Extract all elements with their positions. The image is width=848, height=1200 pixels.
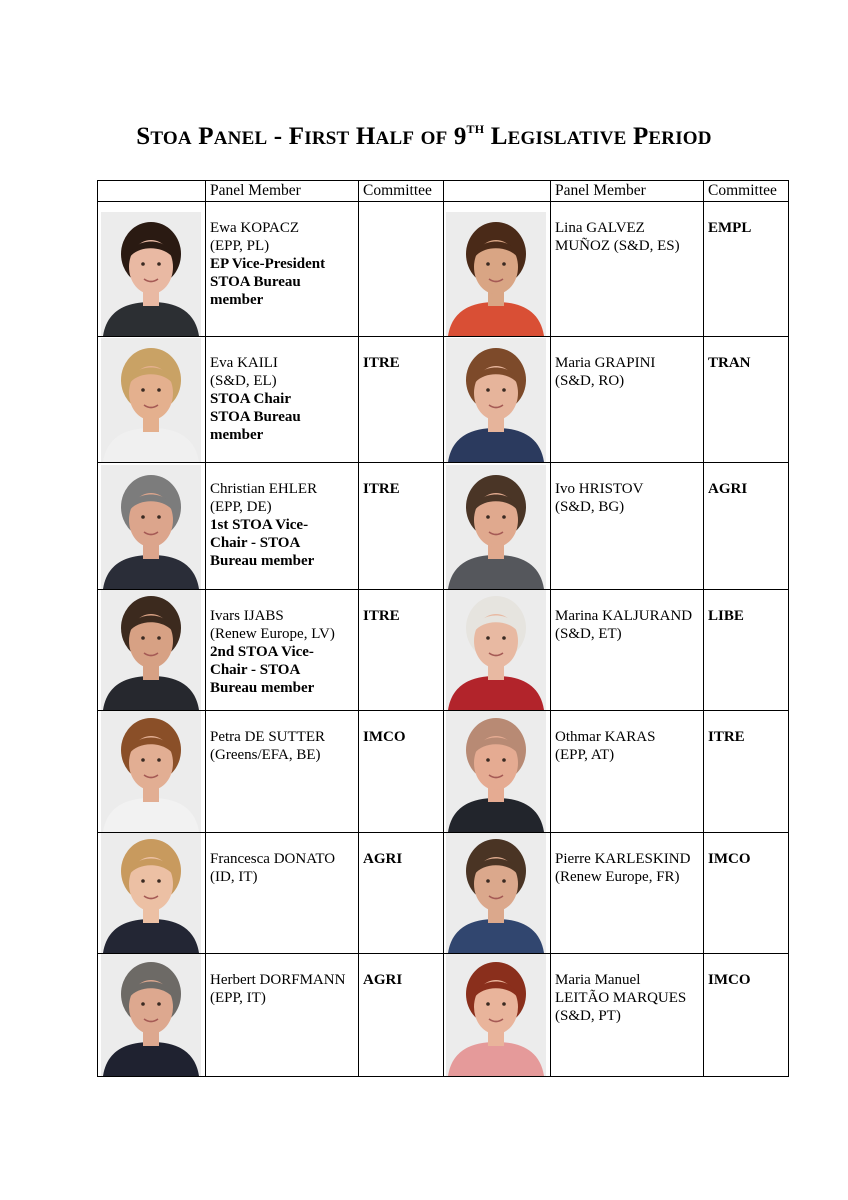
member-party: (EPP, IT) <box>210 990 266 1006</box>
member-committee: AGRI <box>359 954 444 1077</box>
table-row <box>98 590 789 711</box>
member-party: (S&D, RO) <box>555 373 625 389</box>
member-role: STOA Bureau <box>210 274 301 290</box>
member-photo-cell <box>98 590 206 711</box>
member-portrait <box>101 465 201 589</box>
member-portrait <box>446 465 546 589</box>
member-name: Christian EHLER <box>210 481 318 497</box>
member-photo-cell <box>98 711 206 833</box>
member-portrait <box>101 338 201 462</box>
member-portrait <box>101 711 201 833</box>
member-portrait <box>446 833 546 954</box>
member-photo-cell <box>444 590 551 711</box>
member-committee: ITRE <box>359 463 444 590</box>
member-name: Lina GALVEZ <box>555 220 645 236</box>
table-row <box>98 711 789 833</box>
member-name: Maria GRAPINI <box>555 355 656 371</box>
member-role: member <box>210 292 264 308</box>
member-info-cell <box>206 463 359 590</box>
member-party: MUÑOZ (S&D, ES) <box>555 238 680 254</box>
member-role: 2nd STOA Vice- <box>210 644 314 660</box>
member-committee: TRAN <box>704 337 789 463</box>
header-photo-left <box>98 181 206 202</box>
member-role: member <box>210 427 264 443</box>
member-committee: LIBE <box>704 590 789 711</box>
member-info-cell <box>206 711 359 833</box>
member-role: STOA Bureau <box>210 409 301 425</box>
member-name: Ivars IJABS <box>210 608 284 624</box>
member-party: (EPP, AT) <box>555 747 615 763</box>
member-photo-cell <box>98 337 206 463</box>
member-name: Eva KAILI <box>210 355 278 371</box>
member-name: Ewa KOPACZ <box>210 220 300 236</box>
member-name: Petra DE SUTTER <box>210 729 325 745</box>
member-committee: ITRE <box>359 337 444 463</box>
member-name: Maria Manuel <box>555 972 641 988</box>
member-committee: IMCO <box>704 833 789 954</box>
member-role: Chair - STOA <box>210 535 301 551</box>
table-row <box>98 954 789 1077</box>
member-photo-cell <box>444 202 551 337</box>
member-party: (S&D, BG) <box>555 499 625 515</box>
member-committee: AGRI <box>359 833 444 954</box>
member-photo-cell <box>98 833 206 954</box>
member-photo-cell <box>444 463 551 590</box>
member-portrait <box>446 338 546 462</box>
member-info-cell <box>551 711 704 833</box>
member-name: Francesca DONATO <box>210 851 336 867</box>
member-info-cell <box>206 202 359 337</box>
member-photo-cell <box>444 833 551 954</box>
header-committee-left: Committee <box>359 181 444 202</box>
member-info-cell <box>206 954 359 1077</box>
member-committee: IMCO <box>359 711 444 833</box>
member-committee: ITRE <box>704 711 789 833</box>
member-info-cell <box>551 954 704 1077</box>
member-info-cell <box>551 463 704 590</box>
header-panel-member-right: Panel Member <box>551 181 704 202</box>
member-portrait <box>101 954 201 1077</box>
member-party: (Renew Europe, FR) <box>555 869 680 885</box>
member-photo-cell <box>98 954 206 1077</box>
member-party: (S&D, EL) <box>210 373 277 389</box>
member-info-cell <box>551 833 704 954</box>
member-info-cell <box>551 337 704 463</box>
member-role: Chair - STOA <box>210 662 301 678</box>
table-row <box>98 202 789 337</box>
member-name: Othmar KARAS <box>555 729 656 745</box>
header-committee-right: Committee <box>704 181 789 202</box>
member-party: (S&D, ET) <box>555 626 622 642</box>
member-party: (Greens/EFA, BE) <box>210 747 321 763</box>
member-committee: ITRE <box>359 590 444 711</box>
table-row <box>98 833 789 954</box>
member-committee: AGRI <box>704 463 789 590</box>
member-photo-cell <box>444 954 551 1077</box>
stoa-panel-table <box>97 180 789 1077</box>
member-party: (Renew Europe, LV) <box>210 626 335 642</box>
member-role: Bureau member <box>210 553 315 569</box>
member-portrait <box>101 590 201 711</box>
member-portrait <box>446 954 546 1077</box>
member-role: EP Vice-President <box>210 256 326 272</box>
member-portrait <box>446 590 546 711</box>
member-name: Ivo HRISTOV <box>555 481 644 497</box>
member-committee <box>359 202 444 337</box>
header-photo-right <box>444 181 551 202</box>
table-row <box>98 337 789 463</box>
member-party: (ID, IT) <box>210 869 258 885</box>
member-name: Herbert DORFMANN <box>210 972 346 988</box>
table-row <box>98 463 789 590</box>
member-committee: IMCO <box>704 954 789 1077</box>
member-role: STOA Chair <box>210 391 291 407</box>
member-role: Bureau member <box>210 680 315 696</box>
member-portrait <box>446 711 546 833</box>
member-portrait <box>446 212 546 336</box>
member-portrait <box>101 833 201 954</box>
member-committee: EMPL <box>704 202 789 337</box>
member-name: Pierre KARLESKIND <box>555 851 691 867</box>
member-info-cell <box>206 337 359 463</box>
member-party: (EPP, PL) <box>210 238 270 254</box>
member-photo-cell <box>444 337 551 463</box>
member-party: (EPP, DE) <box>210 499 272 515</box>
table-header-row <box>98 181 789 202</box>
member-photo-cell <box>98 202 206 337</box>
member-role: 1st STOA Vice- <box>210 517 309 533</box>
member-info-cell <box>551 590 704 711</box>
member-info-cell <box>206 590 359 711</box>
member-photo-cell <box>98 463 206 590</box>
member-name: Marina KALJURAND <box>555 608 693 624</box>
header-panel-member-left: Panel Member <box>206 181 359 202</box>
member-info-cell <box>551 202 704 337</box>
member-photo-cell <box>444 711 551 833</box>
page-title: STOA PANEL - FIRST HALF OF 9TH LEGISLATIVE PERIOD <box>136 122 712 150</box>
member-info-cell <box>206 833 359 954</box>
member-party-extra: (S&D, PT) <box>555 1008 621 1024</box>
member-party: LEITÃO MARQUES <box>555 990 687 1006</box>
member-portrait <box>101 212 201 336</box>
